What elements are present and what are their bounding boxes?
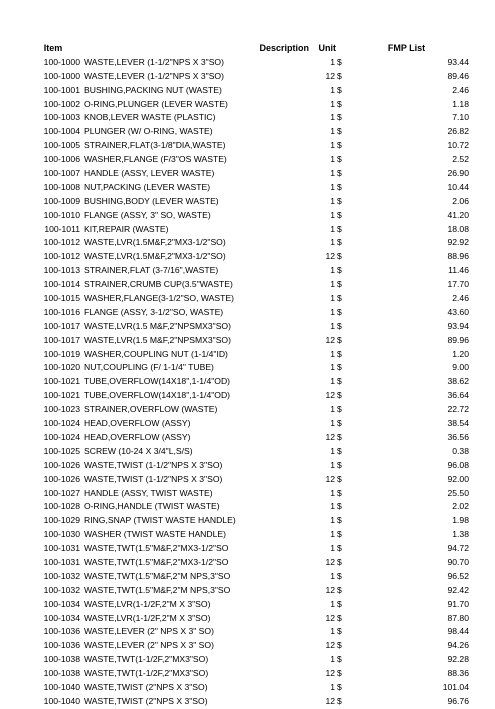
unit-cell: 12 [325, 70, 335, 81]
price-cell: 2.52 [452, 154, 469, 165]
table-row [26, 361, 476, 375]
item-number-cell: 100-1008 [43, 181, 80, 192]
table-row [26, 264, 476, 278]
currency-cell: $ [337, 431, 342, 442]
currency-cell: $ [337, 293, 342, 304]
description-cell: WASHER (TWIST WASTE HANDLE) [84, 529, 226, 540]
price-cell: 96.08 [447, 459, 469, 470]
table-row [26, 681, 476, 695]
description-cell: WASTE,TWIST (2"NPS X 3"SO) [84, 695, 208, 706]
table-row [26, 334, 476, 348]
item-number-cell: 100-1040 [43, 695, 80, 706]
item-number-cell: 100-1021 [43, 376, 80, 387]
table-row [26, 598, 476, 612]
currency-cell: $ [337, 195, 342, 206]
table-row [26, 389, 476, 403]
table-row [26, 292, 476, 306]
price-cell: 2.02 [452, 501, 469, 512]
item-number-cell: 100-1017 [43, 334, 80, 345]
item-number-cell: 100-1012 [43, 251, 80, 262]
item-number-cell: 100-1026 [43, 459, 80, 470]
table-row [26, 500, 476, 514]
description-cell: BUSHING,BODY (LEVER WASTE) [84, 195, 219, 206]
price-cell: 38.54 [447, 418, 469, 429]
table-row [26, 195, 476, 209]
unit-cell: 1 [330, 168, 335, 179]
price-cell: 10.44 [447, 181, 469, 192]
price-cell: 87.80 [447, 612, 469, 623]
description-cell: WASTE,TWT(1.5"M&F,2"MX3-1/2"SO [84, 543, 229, 554]
unit-cell: 1 [330, 209, 335, 220]
price-cell: 18.08 [447, 223, 469, 234]
unit-cell: 1 [330, 98, 335, 109]
table-row [26, 153, 476, 167]
item-number-cell: 100-1015 [43, 293, 80, 304]
unit-cell: 12 [325, 612, 335, 623]
price-cell: 93.94 [447, 320, 469, 331]
price-cell: 43.60 [447, 306, 469, 317]
currency-cell: $ [337, 612, 342, 623]
unit-cell: 12 [325, 431, 335, 442]
currency-cell: $ [337, 168, 342, 179]
table-body [26, 56, 476, 709]
unit-cell: 12 [325, 390, 335, 401]
item-number-cell: 100-1034 [43, 598, 80, 609]
table-row [26, 612, 476, 626]
description-cell: FLANGE (ASSY, 3-1/2"SO, WASTE) [84, 306, 224, 317]
unit-cell: 1 [330, 487, 335, 498]
unit-cell: 1 [330, 195, 335, 206]
price-cell: 10.72 [447, 140, 469, 151]
currency-cell: $ [337, 529, 342, 540]
description-cell: WASTE,LEVER (2" NPS X 3" SO) [84, 626, 214, 637]
currency-cell: $ [337, 445, 342, 456]
description-cell: WASTE,LEVER (1-1/2"NPS X 3"SO) [84, 70, 224, 81]
price-list-table [26, 42, 476, 709]
currency-cell: $ [337, 681, 342, 692]
currency-cell: $ [337, 209, 342, 220]
price-cell: 26.90 [447, 168, 469, 179]
unit-cell: 1 [330, 84, 335, 95]
price-cell: 1.98 [452, 515, 469, 526]
description-cell: STRAINER,CRUMB CUP(3.5"WASTE) [84, 279, 233, 290]
price-cell: 90.70 [447, 556, 469, 567]
price-cell: 1.38 [452, 529, 469, 540]
unit-cell: 1 [330, 459, 335, 470]
table-row [26, 278, 476, 292]
description-cell: WASTE,LVR(1.5M&F,2"MX3-1/2"SO) [84, 251, 226, 262]
item-number-cell: 100-1024 [43, 431, 80, 442]
item-number-cell: 100-1002 [43, 98, 80, 109]
description-cell: RING,SNAP (TWIST WASTE HANDLE) [84, 515, 236, 526]
unit-cell: 1 [330, 140, 335, 151]
currency-cell: $ [337, 404, 342, 415]
price-cell: 89.96 [447, 334, 469, 345]
table-row [26, 98, 476, 112]
item-number-cell: 100-1007 [43, 168, 80, 179]
table-row [26, 445, 476, 459]
table-row [26, 209, 476, 223]
item-number-cell: 100-1013 [43, 265, 80, 276]
price-cell: 1.20 [452, 348, 469, 359]
price-cell: 1.18 [452, 98, 469, 109]
description-cell: SCREW (10-24 X 3/4"L,S/S) [84, 445, 193, 456]
currency-cell: $ [337, 70, 342, 81]
unit-cell: 1 [330, 445, 335, 456]
table-row [26, 556, 476, 570]
currency-cell: $ [337, 306, 342, 317]
unit-cell: 1 [330, 306, 335, 317]
item-number-cell: 100-1005 [43, 140, 80, 151]
description-cell: WASTE,TWIST (1-1/2"NPS X 3"SO) [84, 473, 223, 484]
currency-cell: $ [337, 362, 342, 373]
currency-cell: $ [337, 376, 342, 387]
description-cell: TUBE,OVERFLOW(14X18",1-1/4"OD) [84, 376, 231, 387]
item-number-cell: 100-1038 [43, 668, 80, 679]
unit-cell: 1 [330, 279, 335, 290]
description-cell: WASTE,TWT(1.5"M&F,2"M NPS,3"SO [84, 584, 231, 595]
item-number-cell: 100-1034 [43, 612, 80, 623]
description-cell: FLANGE (ASSY, 3" SO, WASTE) [84, 209, 211, 220]
price-cell: 7.10 [452, 112, 469, 123]
price-cell: 88.96 [447, 251, 469, 262]
description-cell: WASTE,LEVER (2" NPS X 3" SO) [84, 640, 214, 651]
table-row [26, 695, 476, 709]
unit-cell: 1 [330, 154, 335, 165]
unit-cell: 1 [330, 348, 335, 359]
item-number-cell: 100-1003 [43, 112, 80, 123]
unit-cell: 1 [330, 181, 335, 192]
item-number-cell: 100-1025 [43, 445, 80, 456]
item-number-cell: 100-1032 [43, 584, 80, 595]
table-row [26, 542, 476, 556]
description-cell: WASHER,FLANGE(3-1/2"SO, WASTE) [84, 293, 234, 304]
unit-cell: 1 [330, 501, 335, 512]
currency-cell: $ [337, 487, 342, 498]
currency-cell: $ [337, 626, 342, 637]
description-cell: WASTE,TWIST (2"NPS X 3"SO) [84, 681, 208, 692]
table-row [26, 70, 476, 84]
item-number-cell: 100-1009 [43, 195, 80, 206]
table-row [26, 625, 476, 639]
table-row [26, 375, 476, 389]
item-number-cell: 100-1017 [43, 320, 80, 331]
table-row [26, 56, 476, 70]
currency-cell: $ [337, 390, 342, 401]
price-cell: 9.00 [452, 362, 469, 373]
price-cell: 92.42 [447, 584, 469, 595]
table-row [26, 306, 476, 320]
unit-cell: 1 [330, 320, 335, 331]
price-cell: 25.50 [447, 487, 469, 498]
price-cell: 93.44 [447, 56, 469, 67]
description-cell: WASTE,TWT(1.5"M&F,2"M NPS,3"SO [84, 570, 231, 581]
item-number-cell: 100-1011 [44, 223, 80, 234]
currency-cell: $ [337, 515, 342, 526]
currency-cell: $ [337, 668, 342, 679]
unit-cell: 1 [330, 112, 335, 123]
price-cell: 91.70 [447, 598, 469, 609]
price-cell: 92.28 [447, 654, 469, 665]
description-cell: WASTE,LEVER (1-1/2"NPS X 3"SO) [84, 56, 224, 67]
currency-cell: $ [337, 84, 342, 95]
table-row [26, 250, 476, 264]
item-number-cell: 100-1014 [43, 279, 80, 290]
currency-cell: $ [337, 320, 342, 331]
description-cell: WASTE,LVR(1-1/2F,2"M X 3"SO) [84, 598, 211, 609]
price-cell: 88.36 [447, 668, 469, 679]
unit-cell: 12 [325, 556, 335, 567]
item-number-cell: 100-1028 [43, 501, 80, 512]
description-cell: WASHER,FLANGE (F/3"OS WASTE) [84, 154, 227, 165]
item-number-cell: 100-1026 [43, 473, 80, 484]
description-cell: WASTE,LVR(1.5 M&F,2"NPSMX3"SO) [84, 334, 231, 345]
description-cell: TUBE,OVERFLOW(14X18",1-1/4"OD) [84, 390, 231, 401]
item-number-cell: 100-1031 [43, 543, 80, 554]
description-cell: WASTE,LVR(1.5 M&F,2"NPSMX3"SO) [84, 320, 231, 331]
currency-cell: $ [337, 570, 342, 581]
table-row [26, 84, 476, 98]
description-cell: WASTE,LVR(1.5M&F,2"MX3-1/2"SO) [84, 237, 226, 248]
currency-cell: $ [337, 181, 342, 192]
currency-cell: $ [337, 223, 342, 234]
currency-cell: $ [337, 654, 342, 665]
description-column-header: Description [259, 43, 309, 53]
table-row [26, 528, 476, 542]
currency-cell: $ [337, 334, 342, 345]
table-row [26, 487, 476, 501]
price-cell: 94.26 [447, 640, 469, 651]
description-cell: KNOB,LEVER WASTE (PLASTIC) [84, 112, 216, 123]
currency-cell: $ [337, 126, 342, 137]
item-number-cell: 100-1031 [43, 556, 80, 567]
description-cell: NUT,COUPLING (F/ 1-1/4" TUBE) [84, 362, 214, 373]
unit-cell: 1 [330, 626, 335, 637]
item-number-cell: 100-1036 [43, 640, 80, 651]
item-number-cell: 100-1019 [43, 348, 80, 359]
price-cell: 2.46 [452, 84, 469, 95]
unit-cell: 12 [325, 473, 335, 484]
description-cell: HEAD,OVERFLOW (ASSY) [84, 418, 191, 429]
description-cell: O-RING,HANDLE (TWIST WASTE) [84, 501, 220, 512]
currency-cell: $ [337, 556, 342, 567]
item-number-cell: 100-1006 [43, 154, 80, 165]
currency-cell: $ [337, 112, 342, 123]
description-cell: KIT,REPAIR (WASTE) [84, 223, 169, 234]
price-cell: 96.76 [447, 695, 469, 706]
currency-cell: $ [337, 543, 342, 554]
table-row [26, 514, 476, 528]
price-cell: 98.44 [447, 626, 469, 637]
description-cell: STRAINER,FLAT (3-7/16",WASTE) [84, 265, 219, 276]
item-number-cell: 100-1030 [43, 529, 80, 540]
price-cell: 96.52 [447, 570, 469, 581]
unit-cell: 1 [330, 681, 335, 692]
unit-cell: 1 [330, 515, 335, 526]
price-cell: 89.46 [447, 70, 469, 81]
unit-cell: 1 [330, 126, 335, 137]
item-number-cell: 100-1038 [43, 654, 80, 665]
item-number-cell: 100-1020 [43, 362, 80, 373]
item-number-cell: 100-1004 [43, 126, 80, 137]
item-number-cell: 100-1012 [43, 237, 80, 248]
description-cell: WASTE,TWT(1-1/2F,2"MX3"SO) [84, 654, 209, 665]
description-cell: NUT,PACKING (LEVER WASTE) [84, 181, 211, 192]
description-cell: PLUNGER (W/ O-RING, WASTE) [84, 126, 213, 137]
description-cell: WASTE,TWT(1-1/2F,2"MX3"SO) [84, 668, 209, 679]
item-number-cell: 100-1024 [43, 418, 80, 429]
table-row [26, 236, 476, 250]
unit-cell: 1 [330, 293, 335, 304]
unit-cell: 1 [330, 404, 335, 415]
unit-cell: 1 [330, 362, 335, 373]
item-number-cell: 100-1016 [43, 306, 80, 317]
description-cell: STRAINER,OVERFLOW (WASTE) [84, 404, 218, 415]
unit-cell: 1 [330, 543, 335, 554]
price-cell: 17.70 [447, 279, 469, 290]
price-cell: 11.46 [448, 265, 469, 276]
unit-cell: 12 [325, 251, 335, 262]
currency-cell: $ [337, 348, 342, 359]
price-cell: 36.64 [447, 390, 469, 401]
description-cell: HANDLE (ASSY, LEVER WASTE) [84, 168, 215, 179]
description-cell: WASTE,LVR(1-1/2F,2"M X 3"SO) [84, 612, 211, 623]
item-number-cell: 100-1000 [43, 56, 80, 67]
currency-cell: $ [337, 501, 342, 512]
item-number-cell: 100-1040 [43, 681, 80, 692]
price-cell: 36.56 [447, 431, 469, 442]
currency-cell: $ [337, 473, 342, 484]
unit-cell: 1 [330, 598, 335, 609]
table-row [26, 320, 476, 334]
table-row [26, 348, 476, 362]
table-row [26, 570, 476, 584]
currency-cell: $ [337, 56, 342, 67]
currency-cell: $ [337, 695, 342, 706]
currency-cell: $ [337, 98, 342, 109]
description-cell: HEAD,OVERFLOW (ASSY) [84, 431, 191, 442]
unit-cell: 1 [330, 654, 335, 665]
table-row [26, 403, 476, 417]
currency-cell: $ [337, 640, 342, 651]
table-row [26, 431, 476, 445]
unit-cell: 12 [325, 668, 335, 679]
unit-cell: 1 [330, 223, 335, 234]
table-row [26, 653, 476, 667]
price-cell: 101.04 [442, 681, 469, 692]
price-cell: 94.72 [447, 543, 469, 554]
price-cell: 22.72 [447, 404, 469, 415]
currency-cell: $ [337, 154, 342, 165]
currency-cell: $ [337, 140, 342, 151]
table-row [26, 667, 476, 681]
table-row [26, 125, 476, 139]
table-row [26, 167, 476, 181]
unit-cell: 1 [330, 237, 335, 248]
fmp-list-column-header: FMP List [387, 43, 426, 53]
unit-cell: 1 [330, 56, 335, 67]
item-number-cell: 100-1001 [43, 84, 80, 95]
description-cell: WASHER,COUPLING NUT (1-1/4"ID) [84, 348, 228, 359]
description-cell: O-RING,PLUNGER (LEVER WASTE) [84, 98, 228, 109]
table-row [26, 417, 476, 431]
unit-cell: 12 [325, 584, 335, 595]
currency-cell: $ [337, 598, 342, 609]
description-cell: WASTE,TWIST (1-1/2"NPS X 3"SO) [84, 459, 223, 470]
price-cell: 38.62 [447, 376, 469, 387]
table-row [26, 139, 476, 153]
unit-cell: 1 [330, 265, 335, 276]
currency-cell: $ [337, 237, 342, 248]
item-number-cell: 100-1027 [43, 487, 80, 498]
price-cell: 41.20 [447, 209, 469, 220]
item-number-cell: 100-1036 [43, 626, 80, 637]
price-cell: 2.06 [452, 195, 469, 206]
unit-cell: 12 [325, 334, 335, 345]
unit-cell: 1 [330, 376, 335, 387]
price-cell: 2.46 [452, 293, 469, 304]
unit-cell: 1 [330, 418, 335, 429]
currency-cell: $ [337, 279, 342, 290]
currency-cell: $ [337, 265, 342, 276]
item-number-cell: 100-1029 [43, 515, 80, 526]
description-cell: BUSHING,PACKING NUT (WASTE) [84, 84, 222, 95]
table-header [26, 42, 476, 56]
unit-cell: 12 [325, 640, 335, 651]
table-row [26, 639, 476, 653]
description-cell: STRAINER,FLAT(3-1/8"DIA,WASTE) [84, 140, 226, 151]
item-number-cell: 100-1023 [43, 404, 80, 415]
price-cell: 26.82 [447, 126, 469, 137]
table-row [26, 584, 476, 598]
item-number-cell: 100-1000 [43, 70, 80, 81]
item-number-cell: 100-1010 [43, 209, 80, 220]
table-row [26, 223, 476, 237]
price-cell: 0.38 [452, 445, 469, 456]
currency-cell: $ [337, 418, 342, 429]
table-row [26, 111, 476, 125]
item-number-cell: 100-1032 [43, 570, 80, 581]
unit-cell: 1 [330, 570, 335, 581]
unit-cell: 12 [325, 695, 335, 706]
table-row [26, 473, 476, 487]
item-number-cell: 100-1021 [43, 390, 80, 401]
price-cell: 92.00 [447, 473, 469, 484]
unit-cell: 1 [330, 529, 335, 540]
currency-cell: $ [337, 251, 342, 262]
table-row [26, 459, 476, 473]
currency-cell: $ [337, 459, 342, 470]
item-column-header: Item [43, 43, 63, 53]
currency-cell: $ [337, 584, 342, 595]
table-row [26, 181, 476, 195]
description-cell: HANDLE (ASSY, TWIST WASTE) [84, 487, 213, 498]
unit-column-header: Unit [318, 43, 336, 53]
price-cell: 92.92 [447, 237, 469, 248]
description-cell: WASTE,TWT(1.5"M&F,2"MX3-1/2"SO [84, 556, 229, 567]
